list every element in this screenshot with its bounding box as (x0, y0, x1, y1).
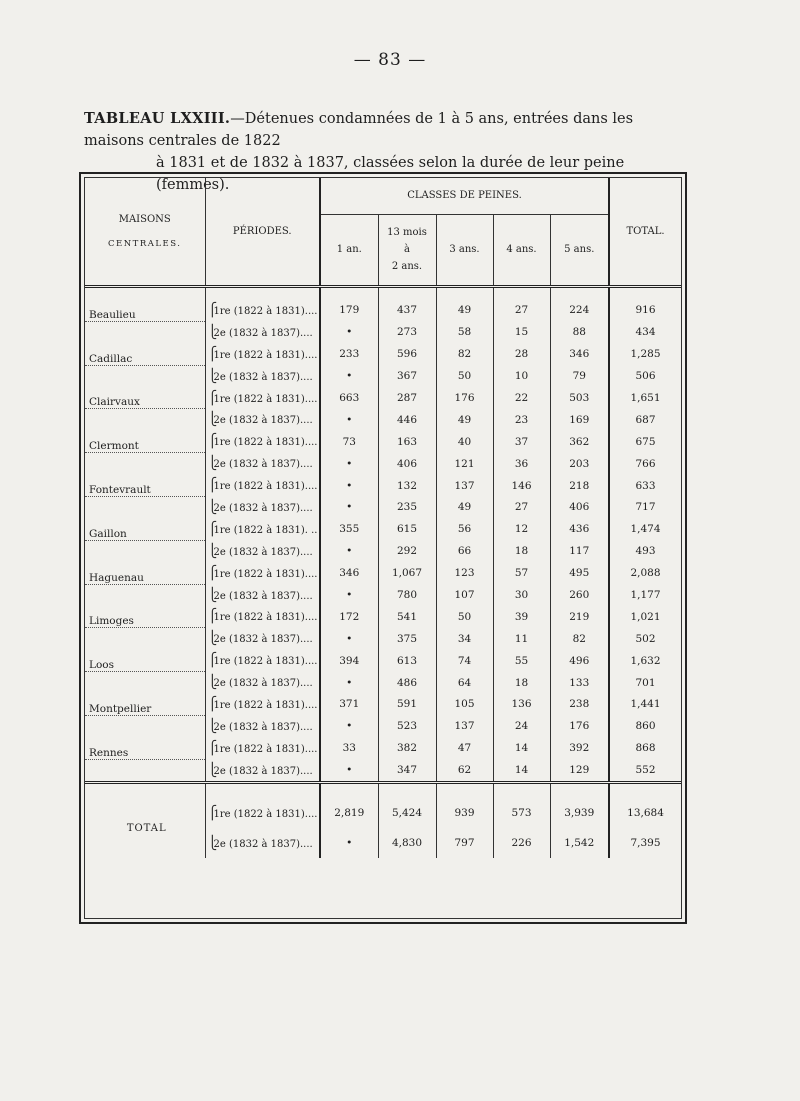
periode-cell (205, 475, 320, 497)
value-cell: 406 (378, 453, 436, 475)
value-cell: 1,067 (378, 562, 436, 584)
value-cell: 88 (550, 321, 609, 343)
caption-line-1 (84, 108, 690, 152)
brace-mark: ⎧ (207, 740, 218, 756)
value-cell: • (320, 475, 378, 497)
value-cell: 573 (493, 798, 550, 828)
periode-label: 2e (1832 à 1837).... (213, 415, 313, 427)
value-cell: 107 (436, 584, 493, 606)
table-row (85, 584, 681, 606)
maison-cell (85, 365, 205, 387)
value-cell: 123 (436, 562, 493, 584)
value-cell: 613 (378, 650, 436, 672)
value-cell: • (320, 540, 378, 562)
maison-cell (85, 672, 205, 694)
maison-cell: Beaulieu (85, 300, 205, 322)
periode-cell (205, 737, 320, 759)
periode-label: 2e (1832 à 1837).... (213, 678, 313, 690)
value-cell: 22 (493, 387, 550, 409)
value-cell: 495 (550, 562, 609, 584)
value-cell: 591 (378, 694, 436, 716)
periode-label: 2e (1832 à 1837).... (213, 371, 313, 383)
value-cell: 146 (493, 475, 550, 497)
value-cell: 172 (320, 606, 378, 628)
value-cell: 1,542 (550, 828, 609, 858)
periode-cell (205, 584, 320, 606)
value-cell: 82 (550, 628, 609, 650)
value-cell: 371 (320, 694, 378, 716)
total-value: 701 (609, 672, 681, 694)
maison-cell (85, 715, 205, 737)
header-col-2ans: 2 ans. (391, 261, 423, 272)
value-cell: 27 (493, 497, 550, 519)
total-value: 434 (609, 321, 681, 343)
total-value: 1,177 (609, 584, 681, 606)
brace-mark: ⎧ (207, 696, 218, 712)
periode-cell (205, 694, 320, 716)
value-cell: 615 (378, 518, 436, 540)
table-row (85, 409, 681, 431)
value-cell: • (320, 497, 378, 519)
value-cell: 50 (436, 365, 493, 387)
value-cell: 346 (320, 562, 378, 584)
table-row (85, 365, 681, 387)
statistics-table (85, 178, 681, 858)
table-row (85, 540, 681, 562)
value-cell: 137 (436, 475, 493, 497)
value-cell: 382 (378, 737, 436, 759)
periode-cell (205, 672, 320, 694)
periode-label: 1re (1822 à 1831).... (213, 393, 318, 405)
value-cell: 2,819 (320, 798, 378, 828)
value-cell: 30 (493, 584, 550, 606)
brace-mark: ⎩ (207, 324, 218, 340)
header-col-4ans: 4 ans. (493, 214, 550, 286)
value-cell: 346 (550, 343, 609, 365)
value-cell: 235 (378, 497, 436, 519)
total-value: 868 (609, 737, 681, 759)
value-cell: 496 (550, 650, 609, 672)
brace-mark: ⎩ (207, 631, 218, 647)
periode-label: 2e (1832 à 1837).... (213, 502, 313, 514)
value-cell: 50 (436, 606, 493, 628)
header-maisons-label: MAISONS (118, 213, 171, 225)
periode-label: 1re (1822 à 1831).... (213, 349, 318, 361)
table-row (85, 300, 681, 322)
periode-cell (205, 540, 320, 562)
value-cell: 523 (378, 715, 436, 737)
maison-cell: Gaillon (85, 518, 205, 540)
header-periodes: PÉRIODES. (205, 178, 320, 286)
table-row (85, 475, 681, 497)
value-cell: 39 (493, 606, 550, 628)
maison-cell: Limoges (85, 606, 205, 628)
maison-cell (85, 497, 205, 519)
value-cell: 66 (436, 540, 493, 562)
value-cell: 5,424 (378, 798, 436, 828)
value-cell: 392 (550, 737, 609, 759)
value-cell: 292 (378, 540, 436, 562)
value-cell: 797 (436, 828, 493, 858)
value-cell: 179 (320, 300, 378, 322)
total-value: 1,651 (609, 387, 681, 409)
periode-cell (205, 431, 320, 453)
periode-label: 1re (1822 à 1831).... (213, 437, 318, 449)
table-row (85, 343, 681, 365)
value-cell: 62 (436, 759, 493, 782)
periode-label: 2e (1832 à 1837).... (213, 327, 313, 339)
periode-cell (205, 409, 320, 431)
periode-label: 1re (1822 à 1831). .. (213, 524, 318, 536)
total-value: 687 (609, 409, 681, 431)
value-cell: 233 (320, 343, 378, 365)
page-number: — 83 — (353, 50, 427, 70)
caption-line-2: à 1831 et de 1832 à 1837, classées selon la durée de leur peine (femmes). (156, 155, 625, 193)
total-value: 717 (609, 497, 681, 519)
value-cell: 436 (550, 518, 609, 540)
table-row (85, 672, 681, 694)
value-cell: 74 (436, 650, 493, 672)
header-col-3ans: 3 ans. (436, 214, 493, 286)
brace-mark: ⎩ (207, 543, 218, 559)
value-cell: 40 (436, 431, 493, 453)
periode-label: 1re (1822 à 1831).... (213, 568, 318, 580)
value-cell: 82 (436, 343, 493, 365)
total-value: 675 (609, 431, 681, 453)
value-cell: 437 (378, 300, 436, 322)
table-row (85, 453, 681, 475)
value-cell: 224 (550, 300, 609, 322)
total-value: 766 (609, 453, 681, 475)
brace-mark: ⎩ (207, 835, 218, 851)
value-cell: 57 (493, 562, 550, 584)
brace-mark: ⎧ (207, 521, 218, 537)
table-row (85, 759, 681, 782)
total-value: 1,474 (609, 518, 681, 540)
brace-mark: ⎩ (207, 587, 218, 603)
value-cell: 132 (378, 475, 436, 497)
value-cell: 503 (550, 387, 609, 409)
total-value: 13,684 (609, 798, 681, 828)
value-cell: • (320, 759, 378, 782)
brace-mark: ⎧ (207, 434, 218, 450)
value-cell: 58 (436, 321, 493, 343)
periode-cell (205, 650, 320, 672)
value-cell: 780 (378, 584, 436, 606)
periode-label: 1re (1822 à 1831).... (213, 656, 318, 668)
periode-cell (205, 321, 320, 343)
table-row (85, 518, 681, 540)
value-cell: 394 (320, 650, 378, 672)
periode-cell (205, 497, 320, 519)
brace-mark: ⎧ (207, 565, 218, 581)
value-cell: 362 (550, 431, 609, 453)
value-cell: 49 (436, 497, 493, 519)
periode-label: 2e (1832 à 1837).... (213, 765, 313, 777)
value-cell: 18 (493, 540, 550, 562)
total-value: 502 (609, 628, 681, 650)
value-cell: 18 (493, 672, 550, 694)
value-cell: 49 (436, 409, 493, 431)
value-cell: 12 (493, 518, 550, 540)
value-cell: 56 (436, 518, 493, 540)
header-col-1an: 1 an. (320, 214, 378, 286)
value-cell: 238 (550, 694, 609, 716)
table-row (85, 321, 681, 343)
maison-cell: Rennes (85, 737, 205, 759)
periode-label: 1re (1822 à 1831).... (213, 481, 318, 493)
total-value: 860 (609, 715, 681, 737)
header-col-13mois: 13 mois (387, 227, 427, 238)
value-cell: 37 (493, 431, 550, 453)
total-value: 506 (609, 365, 681, 387)
value-cell: 137 (436, 715, 493, 737)
value-cell: 28 (493, 343, 550, 365)
value-cell: 33 (320, 737, 378, 759)
value-cell: 260 (550, 584, 609, 606)
table-row (85, 694, 681, 716)
periode-cell (205, 828, 320, 858)
value-cell: 596 (378, 343, 436, 365)
value-cell: 287 (378, 387, 436, 409)
total-value: 916 (609, 300, 681, 322)
total-value: 1,285 (609, 343, 681, 365)
header-total: TOTAL. (609, 178, 681, 286)
value-cell: 219 (550, 606, 609, 628)
value-cell: 23 (493, 409, 550, 431)
value-cell: 176 (550, 715, 609, 737)
maison-cell: Montpellier (85, 694, 205, 716)
value-cell: • (320, 409, 378, 431)
value-cell: • (320, 828, 378, 858)
value-cell: 446 (378, 409, 436, 431)
maison-cell: Haguenau (85, 562, 205, 584)
value-cell: 133 (550, 672, 609, 694)
periode-label: 2e (1832 à 1837).... (213, 721, 313, 733)
value-cell: 3,939 (550, 798, 609, 828)
total-row (85, 798, 681, 828)
value-cell: 176 (436, 387, 493, 409)
periode-cell (205, 759, 320, 782)
value-cell: 355 (320, 518, 378, 540)
table-row (85, 497, 681, 519)
value-cell: 24 (493, 715, 550, 737)
periode-cell (205, 343, 320, 365)
value-cell: 73 (320, 431, 378, 453)
value-cell: 105 (436, 694, 493, 716)
periode-label: 2e (1832 à 1837).... (213, 590, 313, 602)
value-cell: 11 (493, 628, 550, 650)
value-cell: 55 (493, 650, 550, 672)
maison-cell (85, 584, 205, 606)
periode-cell (205, 300, 320, 322)
table-row (85, 628, 681, 650)
brace-mark: ⎧ (207, 653, 218, 669)
total-value: 2,088 (609, 562, 681, 584)
value-cell: 47 (436, 737, 493, 759)
periode-cell (205, 628, 320, 650)
value-cell: • (320, 321, 378, 343)
table-body (85, 286, 681, 858)
periode-label: 2e (1832 à 1837).... (213, 546, 313, 558)
periode-cell (205, 387, 320, 409)
value-cell: 79 (550, 365, 609, 387)
periode-label: 2e (1832 à 1837).... (213, 634, 313, 646)
table-row (85, 606, 681, 628)
table-row (85, 650, 681, 672)
periode-label: 2e (1832 à 1837).... (213, 838, 313, 850)
value-cell: 163 (378, 431, 436, 453)
header-maisons (85, 178, 205, 286)
periode-cell (205, 606, 320, 628)
total-label: TOTAL (126, 822, 167, 834)
value-cell: 36 (493, 453, 550, 475)
value-cell: 663 (320, 387, 378, 409)
periode-label: 1re (1822 à 1831).... (213, 305, 318, 317)
total-value: 1,441 (609, 694, 681, 716)
value-cell: • (320, 715, 378, 737)
value-cell: 129 (550, 759, 609, 782)
maison-cell: Cadillac (85, 343, 205, 365)
table-row (85, 562, 681, 584)
periode-label: 1re (1822 à 1831).... (213, 612, 318, 624)
value-cell: 49 (436, 300, 493, 322)
table-row (85, 737, 681, 759)
brace-mark: ⎩ (207, 368, 218, 384)
total-value: 633 (609, 475, 681, 497)
value-cell: 15 (493, 321, 550, 343)
header-col-13mois-2ans (378, 214, 436, 286)
maison-cell (85, 540, 205, 562)
total-value: 1,632 (609, 650, 681, 672)
header-col-5ans: 5 ans. (550, 214, 609, 286)
brace-mark: ⎧ (207, 609, 218, 625)
brace-mark: ⎧ (207, 302, 218, 318)
value-cell: 226 (493, 828, 550, 858)
value-cell: 121 (436, 453, 493, 475)
maison-cell (85, 409, 205, 431)
value-cell: 367 (378, 365, 436, 387)
periode-cell (205, 518, 320, 540)
maison-cell: Clermont (85, 431, 205, 453)
header-classes: CLASSES DE PEINES. (320, 178, 609, 214)
value-cell: • (320, 628, 378, 650)
brace-mark: ⎩ (207, 456, 218, 472)
table-row (85, 431, 681, 453)
value-cell: • (320, 365, 378, 387)
header-centrales-label: CENTRALES. (108, 238, 182, 249)
value-cell: 34 (436, 628, 493, 650)
table-row (85, 387, 681, 409)
brace-mark: ⎩ (207, 762, 218, 778)
brace-mark: ⎩ (207, 412, 218, 428)
brace-mark: ⎧ (207, 478, 218, 494)
periode-label: 1re (1822 à 1831).... (213, 699, 318, 711)
brace-mark: ⎩ (207, 675, 218, 691)
header-col-a: à (404, 244, 410, 255)
periode-label: 1re (1822 à 1831).... (213, 808, 318, 820)
total-value: 7,395 (609, 828, 681, 858)
value-cell: 4,830 (378, 828, 436, 858)
value-cell: • (320, 672, 378, 694)
total-separator (85, 783, 681, 799)
total-value: 1,021 (609, 606, 681, 628)
maison-cell (85, 628, 205, 650)
value-cell: 136 (493, 694, 550, 716)
total-value: 552 (609, 759, 681, 782)
periode-cell (205, 798, 320, 828)
value-cell: • (320, 453, 378, 475)
value-cell: 117 (550, 540, 609, 562)
value-cell: 10 (493, 365, 550, 387)
brace-mark: ⎧ (207, 390, 218, 406)
table-row (85, 715, 681, 737)
brace-mark: ⎩ (207, 499, 218, 515)
value-cell: 27 (493, 300, 550, 322)
maison-cell (85, 321, 205, 343)
value-cell: 169 (550, 409, 609, 431)
periode-cell (205, 453, 320, 475)
maison-cell: Loos (85, 650, 205, 672)
value-cell: 14 (493, 737, 550, 759)
periode-cell (205, 715, 320, 737)
periode-cell (205, 365, 320, 387)
total-value: 493 (609, 540, 681, 562)
value-cell: 406 (550, 497, 609, 519)
brace-mark: ⎩ (207, 718, 218, 734)
brace-mark: ⎧ (207, 346, 218, 362)
periode-cell (205, 562, 320, 584)
value-cell: 273 (378, 321, 436, 343)
maison-cell: Clairvaux (85, 387, 205, 409)
brace-mark: ⎧ (207, 805, 218, 821)
caption-text-1: —Détenues condamnées de 1 à 5 ans, entrées dans les maisons centrales de 1822 (84, 111, 634, 149)
value-cell: 347 (378, 759, 436, 782)
value-cell: 375 (378, 628, 436, 650)
value-cell: 14 (493, 759, 550, 782)
caption-label: TABLEAU LXXIII. (84, 110, 231, 127)
periode-label: 1re (1822 à 1831).... (213, 743, 318, 755)
maison-cell: Fontevrault (85, 475, 205, 497)
maison-cell (85, 759, 205, 782)
maison-cell (85, 453, 205, 475)
value-cell: 541 (378, 606, 436, 628)
value-cell: 218 (550, 475, 609, 497)
value-cell: 203 (550, 453, 609, 475)
value-cell: • (320, 584, 378, 606)
value-cell: 64 (436, 672, 493, 694)
periode-label: 2e (1832 à 1837).... (213, 459, 313, 471)
value-cell: 939 (436, 798, 493, 828)
value-cell: 486 (378, 672, 436, 694)
